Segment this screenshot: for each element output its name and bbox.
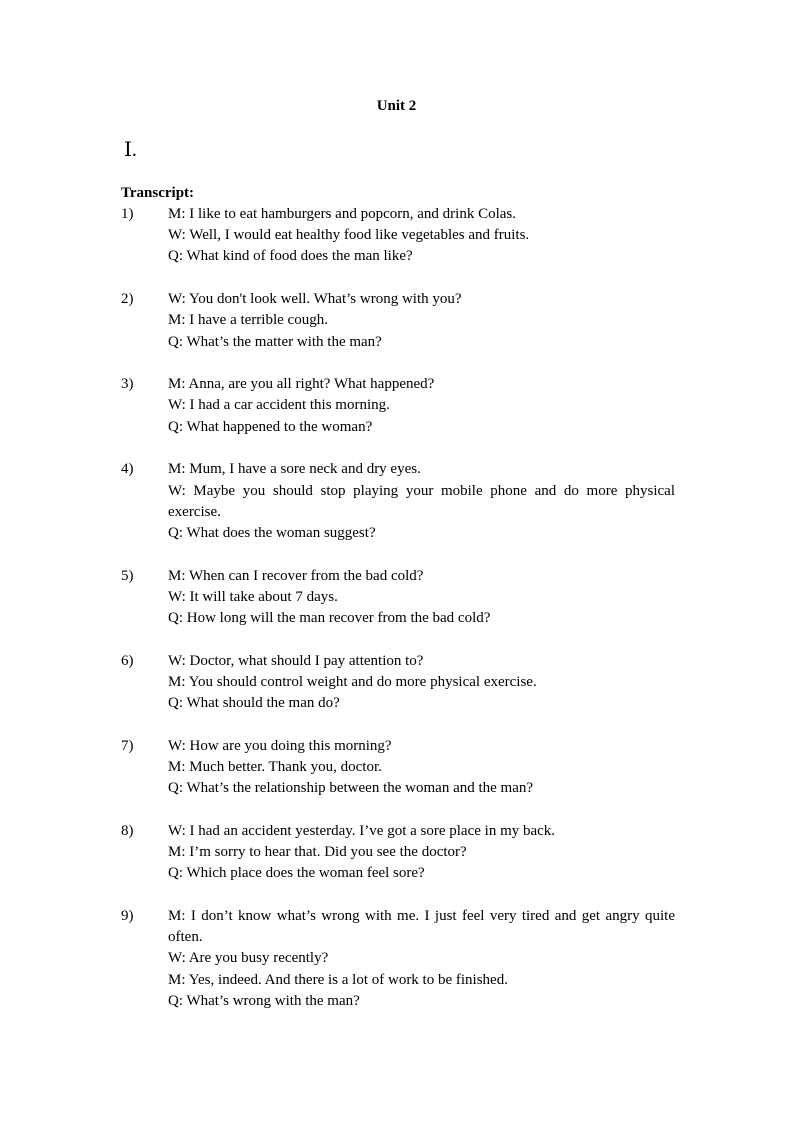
- dialogue-line: W: Maybe you should stop playing your mobile phone and do more physical exercise.: [168, 482, 675, 520]
- dialogue-line: Q: What should the man do?: [168, 695, 340, 712]
- dialogue-lines: [168, 204, 675, 268]
- transcript-label: Transcript:: [121, 185, 195, 201]
- dialogue-item: [121, 459, 677, 544]
- dialogue-number: 7): [121, 737, 134, 754]
- dialogue-lines: [168, 906, 675, 1012]
- dialogue-number: 8): [121, 822, 134, 839]
- dialogue-line: W: How are you doing this morning?: [168, 737, 392, 754]
- dialogue-line: M: You should control weight and do more physical exercise.: [168, 673, 537, 690]
- dialogue-number: 3): [121, 376, 134, 393]
- dialogue-line: W: You don't look well. What’s wrong with you?: [168, 291, 462, 308]
- dialogue-line: Q: What kind of food does the man like?: [168, 248, 413, 265]
- dialogue-lines: [168, 736, 675, 800]
- dialogue-line: Q: What does the woman suggest?: [168, 524, 376, 541]
- dialogue-lines: [168, 651, 675, 715]
- dialogue-number: 5): [121, 567, 134, 584]
- dialogue-number: 6): [121, 652, 134, 669]
- dialogue-item: [121, 374, 677, 438]
- dialogue-line: Q: What happened to the woman?: [168, 418, 373, 435]
- dialogue-line: M: Much better. Thank you, doctor.: [168, 759, 382, 776]
- dialogue-item: [121, 651, 677, 715]
- dialogue-line: Q: What’s wrong with the man?: [168, 992, 360, 1009]
- dialogue-item: [121, 821, 677, 885]
- dialogue-list: [121, 204, 677, 1034]
- dialogue-line: W: Well, I would eat healthy food like vegetables and fruits.: [168, 227, 530, 244]
- dialogue-line: W: I had an accident yesterday. I’ve got a sore place in my back.: [168, 822, 556, 839]
- dialogue-line: M: I like to eat hamburgers and popcorn, and drink Colas.: [168, 206, 516, 222]
- dialogue-number: 9): [121, 908, 134, 925]
- dialogue-lines: [168, 459, 675, 544]
- dialogue-line: W: Are you busy recently?: [168, 950, 329, 967]
- dialogue-lines: [168, 821, 675, 885]
- dialogue-item: [121, 906, 677, 1012]
- dialogue-line: M: I have a terrible cough.: [168, 312, 328, 329]
- dialogue-item: [121, 289, 677, 353]
- dialogue-lines: [168, 566, 675, 630]
- dialogue-lines: [168, 289, 675, 353]
- dialogue-lines: [168, 374, 675, 438]
- page-title: Unit 2: [376, 98, 417, 114]
- dialogue-item: [121, 736, 677, 800]
- dialogue-line: Q: Which place does the woman feel sore?: [168, 865, 425, 882]
- dialogue-line: Q: What’s the relationship between the woman and the man?: [168, 780, 534, 797]
- dialogue-line: W: It will take about 7 days.: [168, 588, 338, 605]
- dialogue-line: W: I had a car accident this morning.: [168, 397, 390, 414]
- dialogue-number: 4): [121, 461, 134, 478]
- dialogue-line: M: Anna, are you all right? What happened?: [168, 376, 435, 393]
- dialogue-number: 1): [121, 206, 134, 222]
- dialogue-item: [121, 204, 677, 268]
- dialogue-line: Q: What’s the matter with the man?: [168, 333, 382, 350]
- dialogue-line: M: Mum, I have a sore neck and dry eyes.: [168, 461, 421, 478]
- dialogue-line: W: Doctor, what should I pay attention to?: [168, 652, 424, 669]
- dialogue-line: M: I’m sorry to hear that. Did you see the doctor?: [168, 844, 467, 861]
- section-number: Ⅰ.: [124, 139, 137, 161]
- dialogue-line: M: Yes, indeed. And there is a lot of work to be finished.: [168, 971, 508, 988]
- dialogue-line: M: When can I recover from the bad cold?: [168, 567, 424, 584]
- dialogue-line: M: I don’t know what’s wrong with me. I just feel very tired and get angry quite often.: [168, 908, 675, 946]
- dialogue-item: [121, 566, 677, 630]
- dialogue-number: 2): [121, 291, 134, 308]
- dialogue-line: Q: How long will the man recover from the bad cold?: [168, 610, 491, 627]
